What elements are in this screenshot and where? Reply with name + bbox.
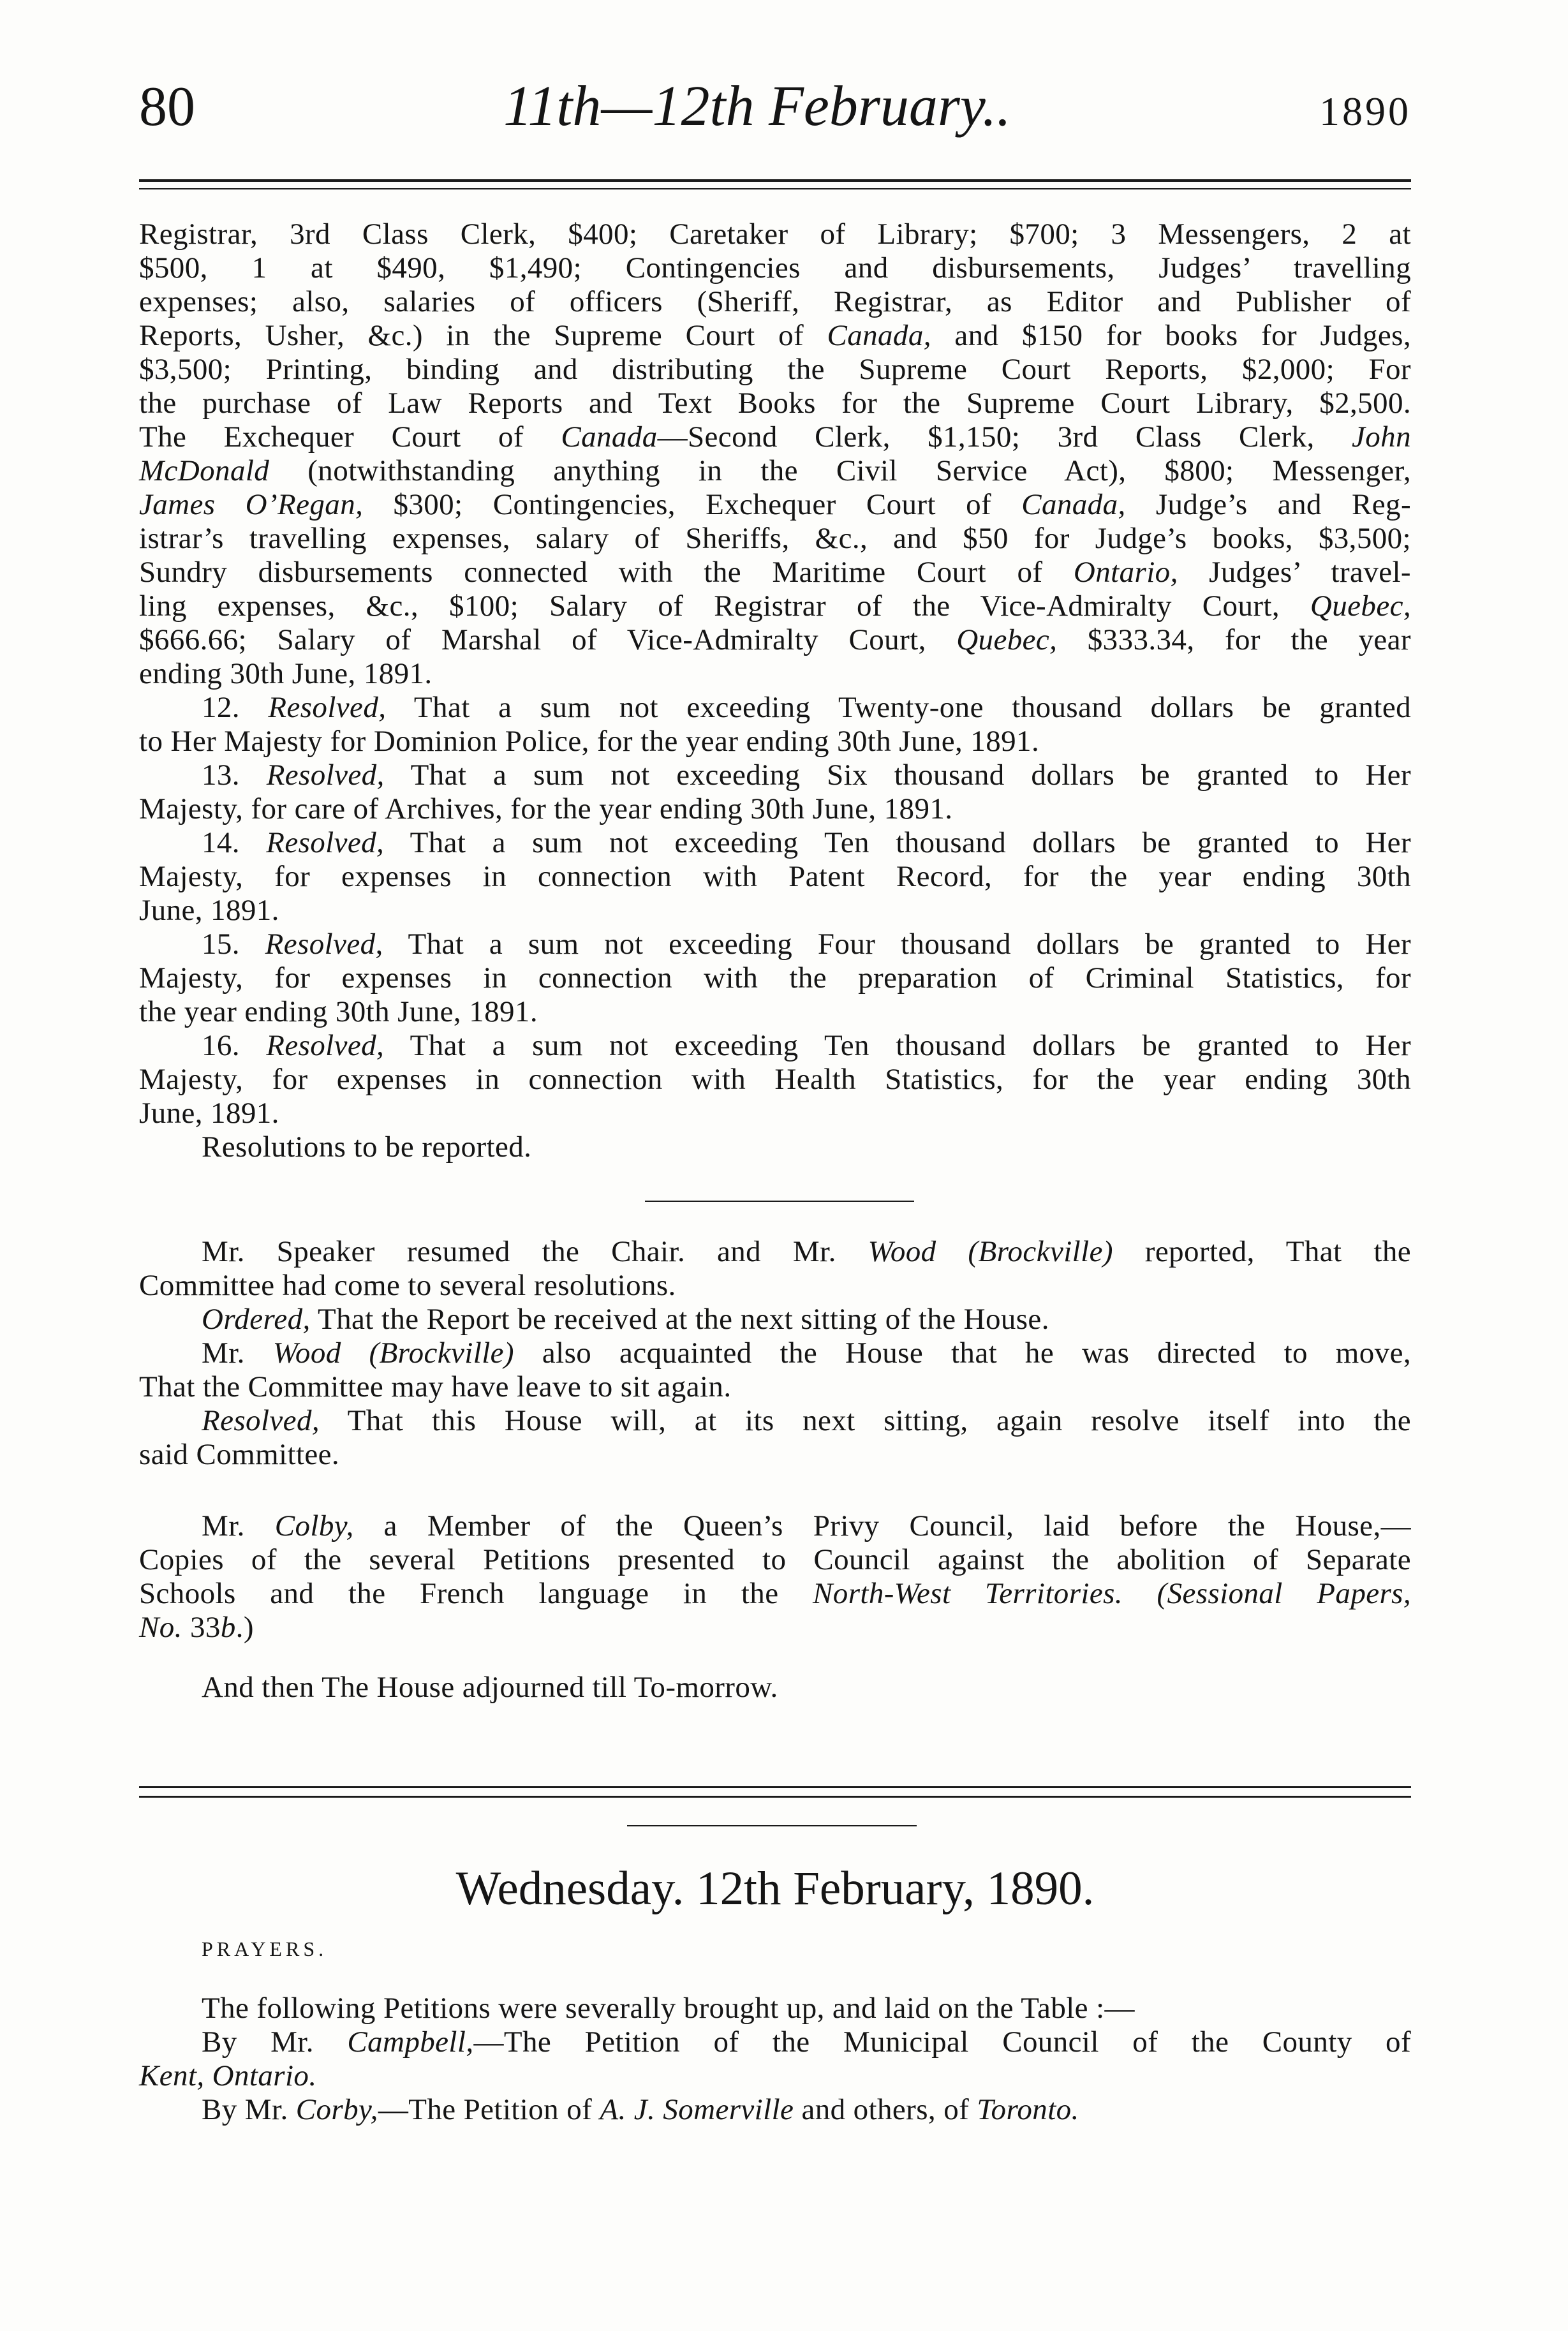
italic-text-run: Campbell, [347, 2025, 474, 2059]
text-line [139, 353, 1411, 387]
text-line [139, 556, 1411, 589]
italic-text-run: Wood (Brockville) [272, 1336, 514, 1370]
text-run: and others, of [794, 2093, 977, 2126]
text-run: ending 30th June, 1891. [139, 657, 433, 690]
italic-text-run: North-West Territories. [813, 1577, 1123, 1610]
text-run: Reports, Usher, &c.) in the Supreme Court of [139, 319, 827, 352]
text-run: That the Report be received at the next sitting of the House. [310, 1303, 1049, 1336]
text-line [139, 1097, 1411, 1130]
text-run: That a sum not exceeding Ten thousand dollars be granted to Her [384, 826, 1411, 859]
text-run: 13. [202, 759, 267, 792]
italic-text-run: John [1352, 420, 1411, 454]
text-line [139, 2025, 1411, 2059]
text-line [139, 657, 1411, 691]
text-run: Copies of the several Petitions presented to Council against the abolition of Separate [139, 1543, 1411, 1576]
text-line [139, 387, 1411, 420]
text-run: $500, 1 at $490, $1,490; Contingencies and disbursements, Judges’ travelling [139, 251, 1411, 285]
text-line [139, 2059, 1411, 2093]
adjournment-entry [139, 1671, 1411, 1705]
text-line [139, 1543, 1411, 1577]
text-run: —The Petition of the Municipal Council of the County of [473, 2025, 1411, 2059]
header-double-rule-top [139, 179, 1411, 182]
italic-text-run: b [220, 1611, 236, 1644]
text-run: By Mr. [202, 2025, 348, 2059]
italic-text-run: Ontario, [1073, 556, 1178, 589]
text-run: also acquainted the House that he was directed to move, [514, 1336, 1411, 1370]
text-run: Majesty, for expenses in connection with Health Statistics, for the year ending 30th [139, 1063, 1411, 1096]
text-run: 14. [202, 826, 267, 859]
text-line [139, 995, 1411, 1029]
text-run: expenses; also, salaries of officers (Sheriff, Registrar, as Editor and Publisher of [139, 285, 1411, 318]
text-line [139, 488, 1411, 522]
sitting-short-rule [627, 1825, 917, 1826]
text-line [139, 860, 1411, 894]
text-line [139, 1235, 1411, 1269]
text-line [139, 725, 1411, 759]
text-run: —Second Clerk, $1,150; 3rd Class Clerk, [657, 420, 1352, 454]
text-line [139, 792, 1411, 826]
prayers-label: PRAYERS. [202, 1937, 328, 1960]
text-line [139, 894, 1411, 928]
text-line [139, 1611, 1411, 1645]
text-run: (notwithstanding anything in the Civil Service Act), $800; Messenger, [269, 454, 1411, 487]
text-line [139, 1992, 1411, 2025]
text-line [139, 1577, 1411, 1611]
running-header [139, 75, 1411, 148]
italic-text-run: Corby, [295, 2093, 378, 2126]
text-run: That a sum not exceeding Four thousand dollars be granted to Her [383, 928, 1411, 961]
text-run: $3,500; Printing, binding and distributing the Supreme Court Reports, $2,000; For [139, 353, 1411, 386]
text-run: That the Committee may have leave to sit again. [139, 1370, 732, 1403]
text-run: .) [235, 1611, 254, 1644]
italic-text-run: Canada [561, 420, 658, 454]
text-line [139, 1063, 1411, 1097]
italic-text-run: Resolved, [268, 691, 387, 724]
text-run: istrar’s travelling expenses, salary of Sheriffs, &c., and $50 for Judge’s books, $3,500; [139, 522, 1411, 555]
petitions-entry [139, 1992, 1411, 2127]
resolution-13-line [139, 759, 1411, 792]
text-line [139, 218, 1411, 251]
resolution-15-line [139, 928, 1411, 961]
text-run: That this House will, at its next sitting, again resolve itself into the [320, 1404, 1411, 1437]
text-run: 33 [182, 1611, 221, 1644]
text-run: Judges’ travel- [1178, 556, 1411, 589]
committee-report-entry [139, 1235, 1411, 1472]
text-run: the year ending 30th June, 1891. [139, 995, 538, 1028]
text-line [139, 1130, 1411, 1164]
text-run: —The Petition of [378, 2093, 600, 2126]
italic-text-run: Wood (Brockville) [868, 1235, 1113, 1268]
text-line [139, 623, 1411, 657]
text-line [139, 319, 1411, 353]
text-run: and $150 for books for Judges, [931, 319, 1411, 352]
italic-text-run: Quebec, [1310, 589, 1411, 623]
text-run [1123, 1577, 1157, 1610]
text-run: 16. [202, 1029, 267, 1062]
text-run: Majesty, for expenses in connection with the preparation of Criminal Statistics, for [139, 961, 1411, 995]
italic-text-run: Resolved, [266, 1029, 385, 1062]
page-year: 1890 [1319, 89, 1411, 134]
text-line [139, 589, 1411, 623]
text-line [139, 454, 1411, 488]
italic-text-run: No. [139, 1611, 182, 1644]
text-run: $666.66; Salary of Marshal of Vice-Admiralty Court, [139, 623, 957, 656]
italic-text-run: Kent, Ontario. [139, 2059, 317, 2092]
text-line [139, 1671, 1411, 1705]
text-run: Mr. [202, 1509, 275, 1543]
text-run: Majesty, for expenses in connection with Patent Record, for the year ending 30th [139, 860, 1411, 893]
running-title: 11th—12th February.. [503, 75, 1011, 138]
italic-text-run: James O’Regan, [139, 488, 364, 521]
text-line [139, 1336, 1411, 1370]
resolution-12-line [139, 691, 1411, 725]
italic-text-run: McDonald [139, 454, 270, 487]
italic-text-run: Ordered, [202, 1303, 311, 1336]
text-run: Committee had come to several resolutions. [139, 1269, 676, 1302]
italic-text-run: Colby, [274, 1509, 354, 1543]
italic-text-run: Canada, [1021, 488, 1126, 521]
header-double-rule-bottom [139, 188, 1411, 189]
text-line [139, 1370, 1411, 1404]
text-run: ling expenses, &c., $100; Salary of Registrar of the Vice-Admiralty Court, [139, 589, 1310, 623]
text-line [139, 1269, 1411, 1303]
text-line [139, 1303, 1411, 1336]
text-run: Schools and the French language in the [139, 1577, 813, 1610]
text-run: By Mr. [202, 2093, 296, 2126]
section-divider-rule [645, 1201, 914, 1202]
italic-text-run: A. J. Somerville [600, 2093, 794, 2126]
text-run: That a sum not exceeding Six thousand dollars be granted to Her [384, 759, 1411, 792]
text-run: Resolutions to be reported. [202, 1130, 532, 1164]
italic-text-run: Resolved, [265, 928, 383, 961]
italic-text-run: Resolved, [202, 1404, 320, 1437]
supply-resolutions-entry [139, 218, 1411, 1164]
text-line [139, 251, 1411, 285]
italic-text-run: Resolved, [266, 759, 385, 792]
text-run: to Her Majesty for Dominion Police, for the year ending 30th June, 1891. [139, 725, 1040, 758]
text-run: The Exchequer Court of [139, 420, 561, 454]
resolution-16-line [139, 1029, 1411, 1063]
text-run: Sundry disbursements connected with the Maritime Court of [139, 556, 1074, 589]
italic-text-run: Toronto. [977, 2093, 1079, 2126]
text-run: Judge’s and Reg- [1125, 488, 1412, 521]
sitting-double-rule-bottom [139, 1796, 1411, 1798]
text-run: The following Petitions were severally brought up, and laid on the Table :— [202, 1992, 1135, 2025]
italic-text-run: Canada, [827, 319, 931, 352]
text-run: a Member of the Queen’s Privy Council, laid before the House,— [353, 1509, 1411, 1543]
text-line [139, 1438, 1411, 1472]
text-run: the purchase of Law Reports and Text Books for the Supreme Court Library, $2,500. [139, 387, 1411, 420]
text-run: Mr. Speaker resumed the Chair. and Mr. [202, 1235, 868, 1268]
text-run: And then The House adjourned till To-morrow. [202, 1671, 778, 1704]
text-line [139, 285, 1411, 319]
text-line [139, 420, 1411, 454]
sitting-date-heading: Wednesday. 12th February, 1890. [455, 1862, 1095, 1915]
resolution-14-line [139, 826, 1411, 860]
italic-text-run: (Sessional Papers, [1157, 1577, 1412, 1610]
text-run: June, 1891. [139, 894, 279, 927]
text-line [139, 961, 1411, 995]
text-run: That a sum not exceeding Twenty-one thousand dollars be granted [386, 691, 1411, 724]
text-run: said Committee. [139, 1438, 340, 1471]
text-run: 15. [202, 928, 265, 961]
sitting-double-rule-top [139, 1786, 1411, 1788]
text-run: 12. [202, 691, 269, 724]
text-line [139, 1509, 1411, 1543]
text-run: That a sum not exceeding Ten thousand dollars be granted to Her [384, 1029, 1411, 1062]
text-run: Registrar, 3rd Class Clerk, $400; Caretaker of Library; $700; 3 Messengers, 2 at [139, 218, 1411, 251]
text-run: June, 1891. [139, 1097, 279, 1130]
page-number: 80 [139, 76, 195, 138]
italic-text-run: Resolved, [266, 826, 385, 859]
text-run: reported, That the [1113, 1235, 1411, 1268]
text-run: $300; Contingencies, Exchequer Court of [363, 488, 1022, 521]
text-run: $333.34, for the year [1057, 623, 1411, 656]
italic-text-run: Quebec, [956, 623, 1058, 656]
text-line [139, 1404, 1411, 1438]
text-line [139, 2093, 1411, 2127]
text-run: Majesty, for care of Archives, for the year ending 30th June, 1891. [139, 792, 953, 825]
text-line [139, 522, 1411, 556]
sessional-papers-entry [139, 1509, 1411, 1645]
text-run: Mr. [202, 1336, 273, 1370]
